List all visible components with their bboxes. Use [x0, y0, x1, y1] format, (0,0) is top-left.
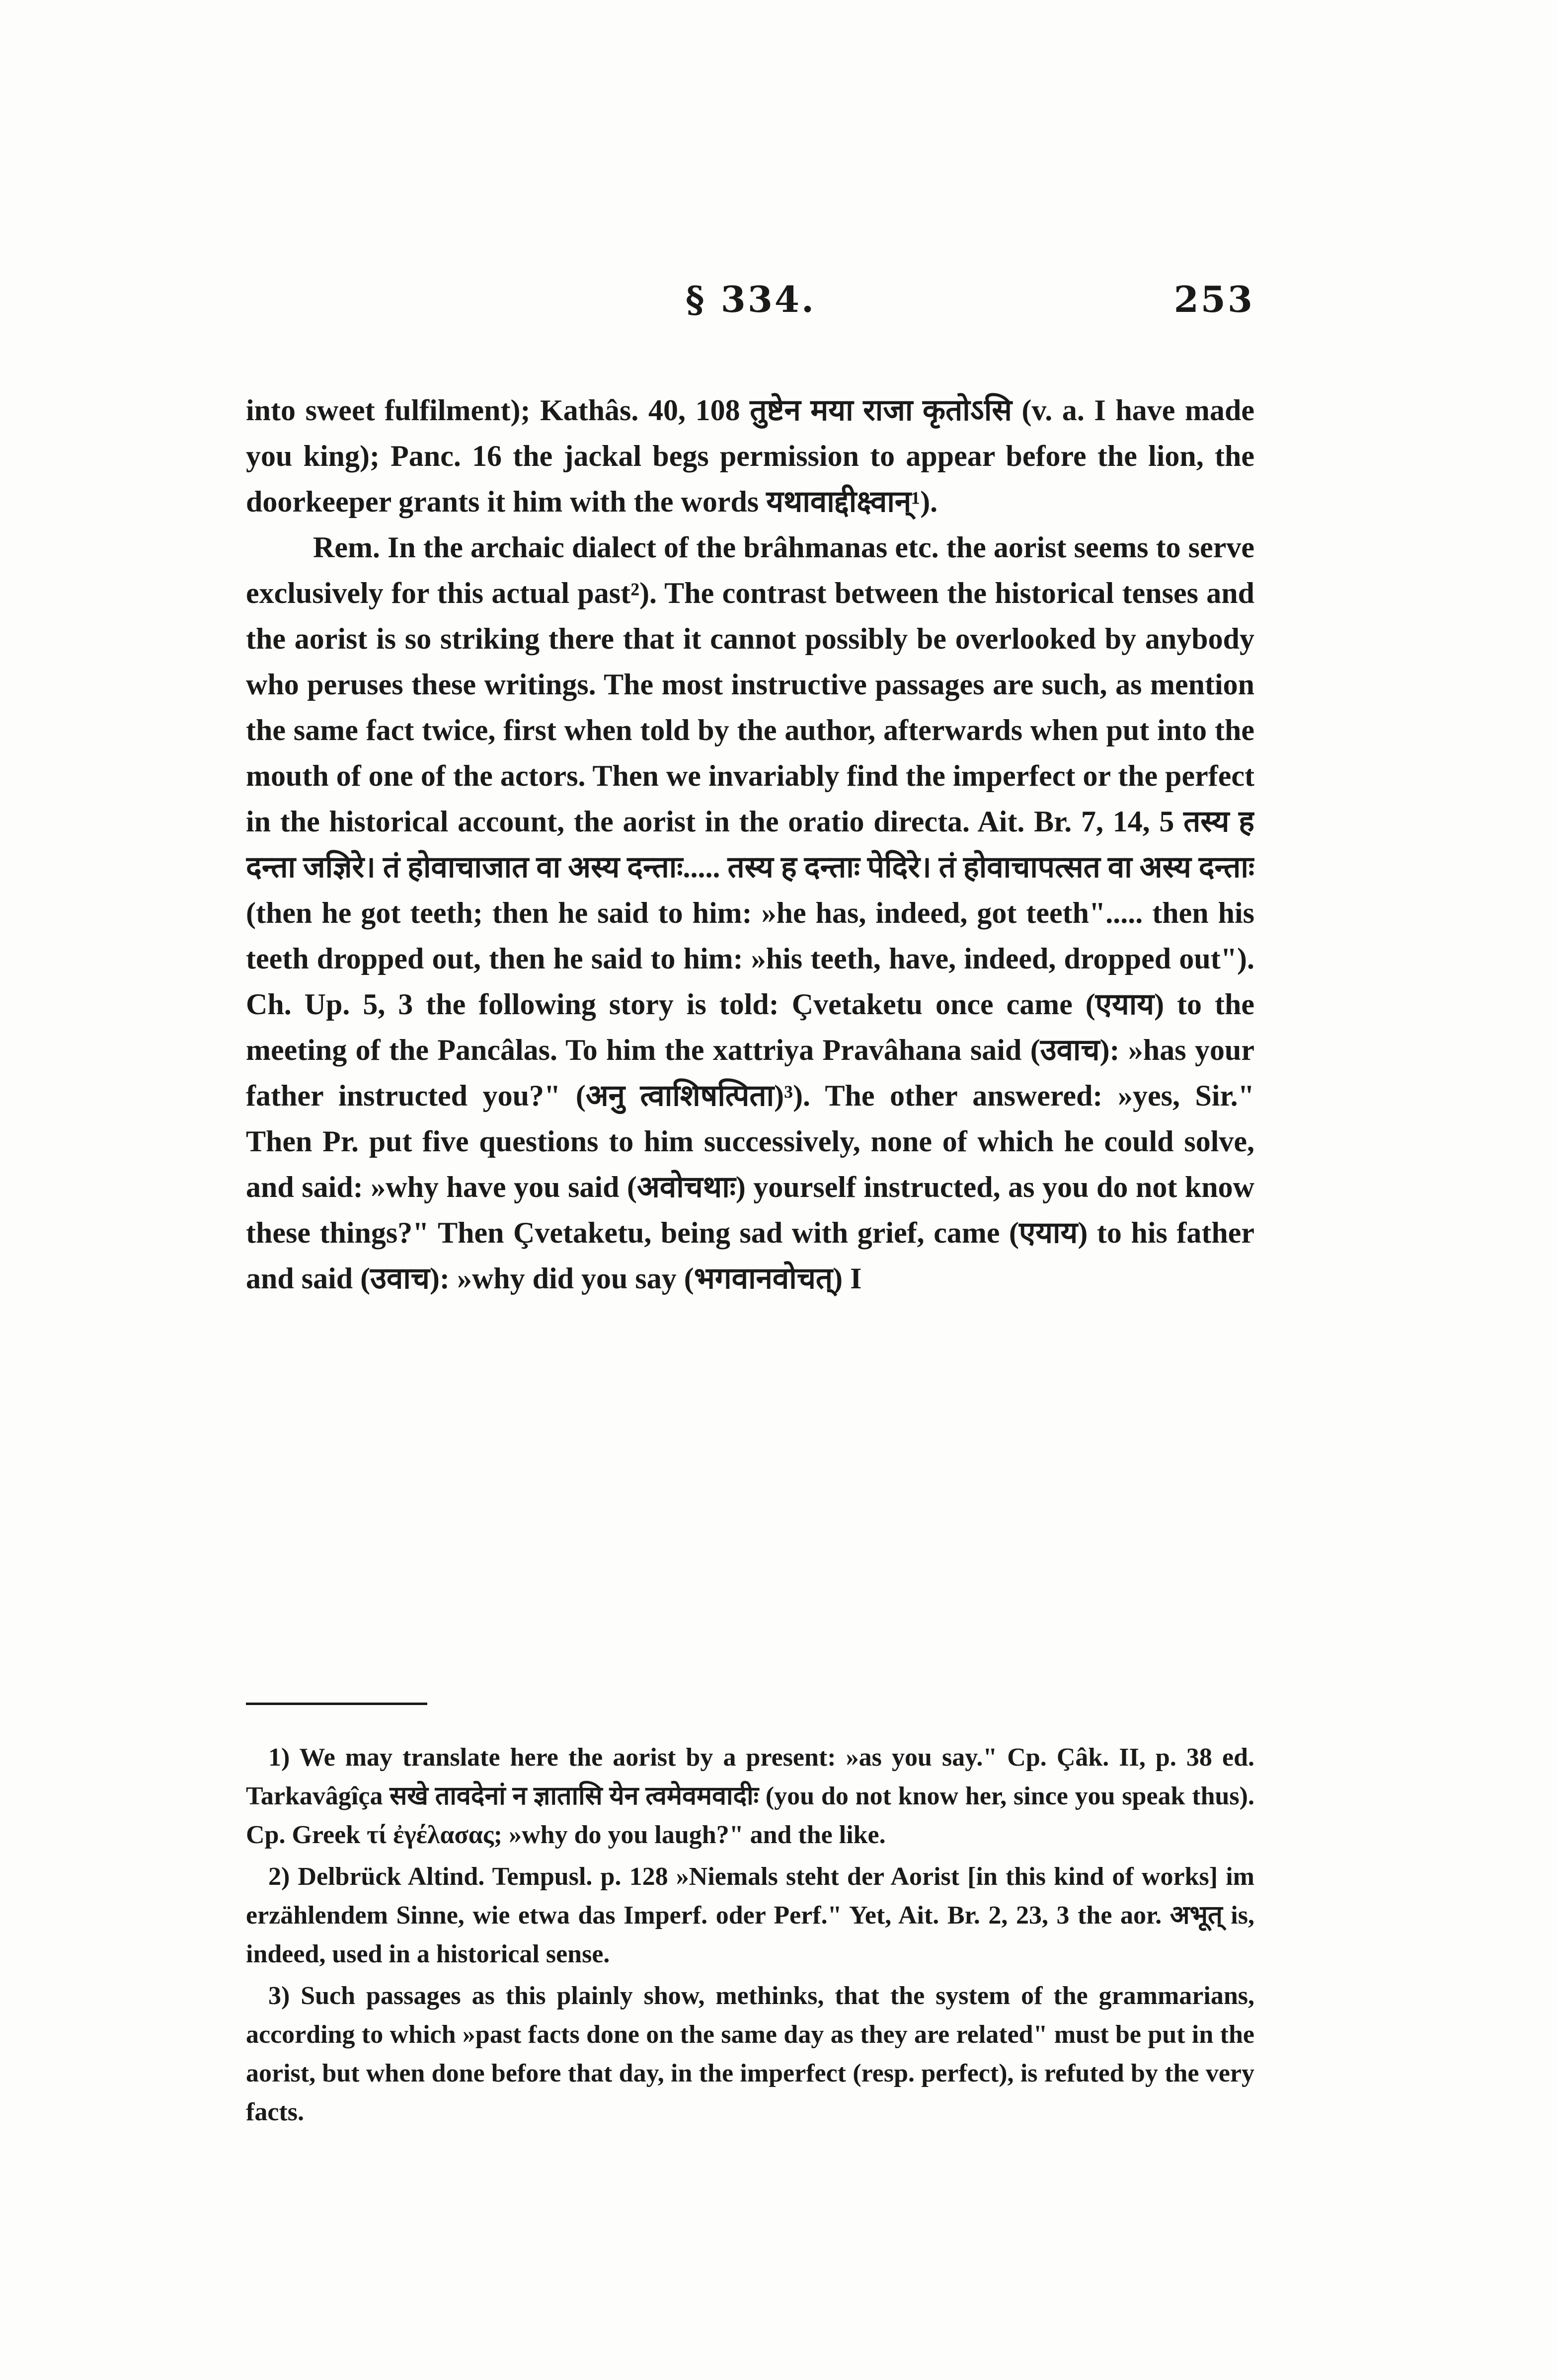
paragraph-remark: Rem. In the archaic dialect of the brâhmanas etc. the aorist seems to serve exclusively for this actual past²). The contrast between the historical tenses and the aorist is so striking there that it cannot possibly be overlooked by anybody who peruses these writings. The most instructive passages are such, as mention the same fact twice, first when told by the author, afterwards when put into the mouth of one of the actors. Then we invariably find the imperfect or the perfect in the historical account, the aorist in the oratio directa. Ait. Br. 7, 14, 5 तस्य ह दन्ता जज्ञिरे। तं होवाचाजात वा अस्य दन्ताः..... तस्य ह दन्ताः पेदिरे। तं होवाचापत्सत वा अस्य दन्ताः (then he got teeth; then he said to him: »he has, indeed, got teeth"..... then his teeth dropped out, then he said to him: »his teeth, have, indeed, dropped out"). Ch. Up. 5, 3 the following story is told: Çvetaketu once came (एयाय) to the meeting of the Pancâlas. To him the xattriya Pravâhana said (उवाच): »has your father instructed you?" (अनु त्वाशिषत्पिता)³). The other answered: »yes, Sir." Then Pr. put five questions to him successively, none of which he could solve, and said: »why have you said (अवोचथाः) yourself instructed, as you do not know these things?" Then Çvetaketu, being sad with grief, came (एयाय) to his father and said (उवाच): »why did you say (भगवानवोचत्) I: [246, 531, 1254, 1295]
footnote-2: 2) Delbrück Altind. Tempusl. p. 128 »Niemals steht der Aorist [in this kind of works] im erzählendem Sinne, wie etwa das Imperf. oder Perf." Yet, Ait. Br. 2, 23, 3 the aor. अभूत् is, indeed, used in a historical sense.: [246, 1862, 1254, 1968]
footnote-1: 1) We may translate here the aorist by a present: »as you say." Cp. Çâk. II, p. 38 ed. Tarkavâgîça सखे तावदेनां न ज्ञातासि येन त्वमेवमवादीः (you do not know her, since you speak thus). Cp. Greek τί ἐγέλασας; »why do you laugh?" and the like.: [246, 1743, 1254, 1849]
paragraph-continuation: into sweet fulfilment); Kathâs. 40, 108 तुष्टेन मया राजा कृतोऽसि (v. a. I have made you king); Panc. 16 the jackal begs permission to appear before the lion, the doorkeeper grants it him with the words यथावाद्दीक्ष्वान्¹).: [246, 394, 1254, 518]
main-text: [246, 387, 1254, 1659]
section-number: § 334.: [686, 278, 816, 320]
footnote-divider: [246, 1703, 427, 1705]
page-header: [246, 278, 1254, 323]
footnote-3: 3) Such passages as this plainly show, methinks, that the system of the grammarians, according to which »past facts done on the same day as they are related" must be put in the aorist, but when done before that day, in the imperfect (resp. perfect), is refuted by the very facts.: [246, 1982, 1254, 2126]
page-number: 253: [1173, 278, 1254, 320]
footnotes: [246, 1738, 1254, 2324]
